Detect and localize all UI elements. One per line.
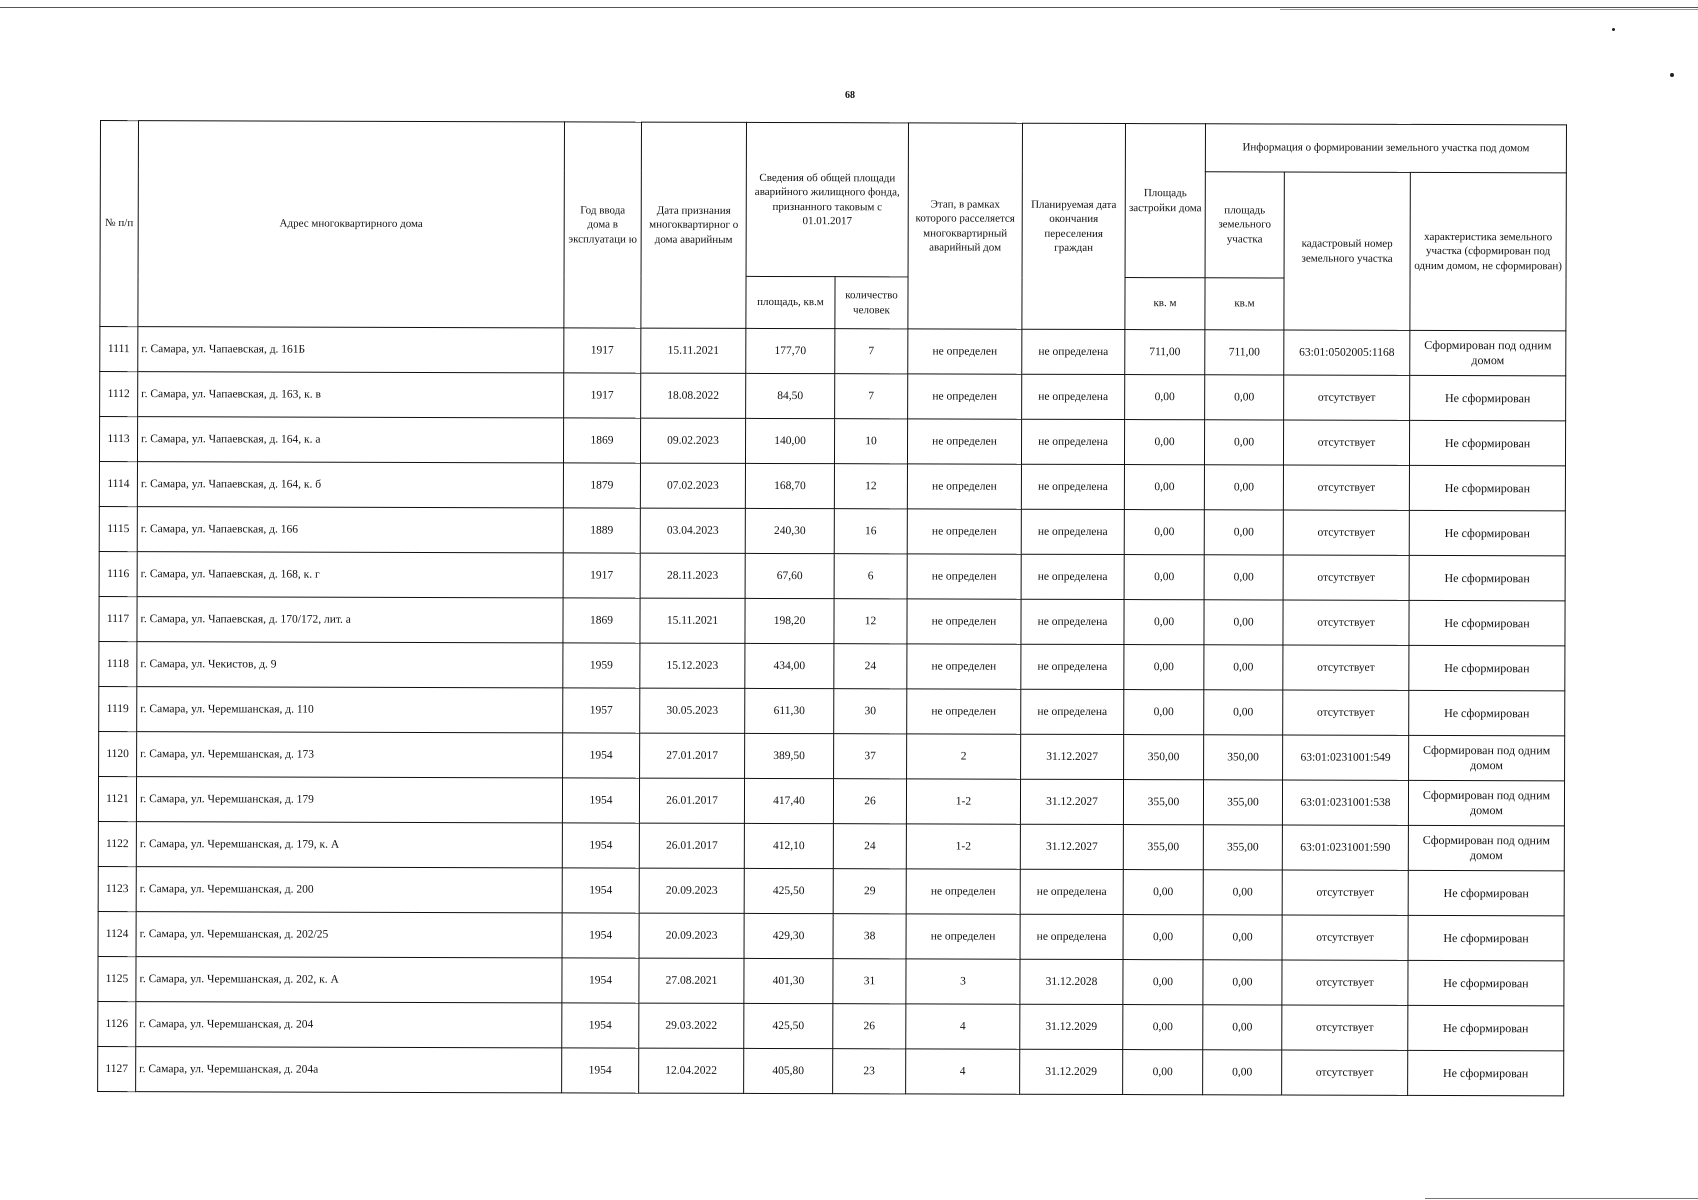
cell-stage: 1-2 (906, 824, 1020, 869)
cell-area: 177,70 (746, 328, 835, 373)
cell-land-status: Не сформирован (1409, 600, 1565, 645)
cell-people-count: 12 (834, 464, 907, 509)
cell-row-number: 1112 (100, 372, 138, 417)
cell-address: г. Самара, ул. Черемшанская, д. 204а (136, 1047, 562, 1093)
cell-emergency-date: 20.09.2023 (639, 913, 744, 958)
cell-people-count: 38 (833, 914, 906, 959)
cell-address: г. Самара, ул. Черемшанская, д. 179, к. А (136, 822, 562, 868)
cell-people-count: 6 (834, 554, 907, 599)
cell-cadastral-number: 63:01:0231001:590 (1282, 825, 1408, 870)
cell-year: 1869 (563, 598, 640, 643)
cell-year: 1954 (562, 868, 639, 913)
cell-planned-date: не определена (1021, 599, 1124, 644)
cell-building-area: 0,00 (1124, 690, 1204, 735)
cell-land-area: 0,00 (1203, 870, 1282, 915)
cell-land-status: Не сформирован (1409, 420, 1565, 465)
table-row (100, 372, 1566, 421)
cell-land-area: 0,00 (1204, 420, 1283, 465)
col-header-address: Адрес многоквартирного дома (138, 121, 565, 328)
cell-building-area: 0,00 (1124, 510, 1204, 555)
cell-planned-date: не определена (1021, 644, 1124, 689)
cell-land-status: Сформирован под одним домом (1409, 735, 1565, 780)
cell-land-area: 711,00 (1205, 330, 1284, 375)
cell-stage: 2 (907, 734, 1021, 779)
cell-row-number: 1127 (98, 1046, 136, 1091)
col-header-year: Год ввода дома в эксплуатаци ю (564, 122, 642, 328)
cell-land-status: Не сформирован (1408, 870, 1564, 915)
cell-year: 1954 (562, 778, 639, 823)
table-row (98, 956, 1564, 1005)
cell-land-status: Не сформирован (1409, 555, 1565, 600)
cell-emergency-date: 18.08.2022 (641, 373, 746, 418)
cell-planned-date: не определена (1021, 419, 1124, 464)
cell-address: г. Самара, ул. Чапаевская, д. 161Б (138, 327, 564, 373)
cell-land-status: Не сформирован (1408, 915, 1564, 960)
cell-planned-date: не определена (1021, 509, 1124, 554)
cell-stage: не определен (907, 509, 1021, 554)
col-header-land-info: Информация о формировании земельного участка под домом (1205, 124, 1566, 173)
document-sheet (97, 120, 1567, 1096)
scan-speck (1670, 73, 1674, 77)
scan-speck (1612, 28, 1615, 31)
cell-building-area: 350,00 (1124, 735, 1204, 780)
cell-address: г. Самара, ул. Черемшанская, д. 202/25 (136, 912, 562, 958)
cell-planned-date: не определена (1020, 869, 1123, 914)
cell-cadastral-number: отсутствует (1282, 1050, 1408, 1095)
cell-building-area: 0,00 (1124, 465, 1204, 510)
cell-stage: не определен (906, 869, 1020, 914)
cell-row-number: 1123 (98, 866, 136, 911)
scan-edge-line (1425, 1198, 1698, 1199)
cell-cadastral-number: отсутствует (1283, 465, 1409, 510)
table-row (99, 417, 1565, 466)
cell-row-number: 1122 (98, 821, 136, 866)
cell-cadastral-number: 63:01:0502005:1168 (1284, 330, 1410, 375)
cell-cadastral-number: отсутствует (1283, 600, 1409, 645)
table-row (99, 461, 1565, 510)
page-number: 68 (845, 90, 855, 101)
table-row (98, 1001, 1564, 1050)
cell-cadastral-number: отсутствует (1283, 555, 1409, 600)
cell-stage: не определен (908, 374, 1022, 419)
table-row (99, 641, 1565, 690)
cell-year: 1869 (563, 418, 640, 463)
cell-year: 1959 (563, 643, 640, 688)
cell-planned-date: не определена (1020, 914, 1123, 959)
cell-stage: не определен (907, 599, 1021, 644)
cell-emergency-date: 03.04.2023 (640, 508, 745, 553)
cell-emergency-date: 15.11.2021 (640, 598, 745, 643)
table-row (98, 821, 1564, 870)
cell-cadastral-number: отсутствует (1282, 870, 1408, 915)
cell-row-number: 1113 (99, 417, 137, 462)
cell-building-area: 355,00 (1123, 780, 1203, 825)
cell-planned-date: 31.12.2029 (1020, 1049, 1123, 1094)
col-header-unit-building: кв. м (1125, 278, 1205, 330)
cell-emergency-date: 26.01.2017 (639, 823, 744, 868)
cell-area: 140,00 (745, 418, 834, 463)
table-row (99, 686, 1565, 735)
col-header-area-info: Сведения об общей площади аварийного жилищного фонда, признанного таковым с 01.01.2017 (746, 122, 908, 276)
cell-row-number: 1117 (99, 596, 137, 641)
cell-year: 1954 (562, 958, 639, 1003)
cell-year: 1879 (563, 463, 640, 508)
cell-land-area: 0,00 (1204, 465, 1283, 510)
cell-emergency-date: 27.08.2021 (639, 958, 744, 1003)
cell-stage: не определен (907, 464, 1021, 509)
cell-people-count: 24 (833, 824, 906, 869)
cell-emergency-date: 20.09.2023 (639, 868, 744, 913)
col-header-num: № п/п (100, 121, 139, 327)
cell-area: 412,10 (744, 823, 833, 868)
cell-people-count: 29 (833, 869, 906, 914)
cell-area: 434,00 (745, 643, 834, 688)
cell-row-number: 1125 (98, 956, 136, 1001)
cell-stage: не определен (907, 419, 1021, 464)
cell-cadastral-number: отсутствует (1283, 690, 1409, 735)
cell-planned-date: не определена (1021, 689, 1124, 734)
cell-address: г. Самара, ул. Чекистов, д. 9 (137, 642, 563, 688)
table-body (98, 327, 1566, 1096)
cell-row-number: 1121 (98, 776, 136, 821)
cell-address: г. Самара, ул. Черемшанская, д. 110 (137, 687, 563, 733)
cell-people-count: 12 (834, 599, 907, 644)
cell-emergency-date: 29.03.2022 (639, 1003, 744, 1048)
cell-land-status: Не сформирован (1409, 510, 1565, 555)
cell-emergency-date: 28.11.2023 (640, 553, 745, 598)
cell-building-area: 0,00 (1123, 915, 1203, 960)
cell-address: г. Самара, ул. Чапаевская, д. 164, к. а (137, 417, 563, 463)
cell-area: 67,60 (745, 553, 834, 598)
cell-address: г. Самара, ул. Черемшанская, д. 173 (137, 732, 563, 778)
cell-emergency-date: 07.02.2023 (640, 463, 745, 508)
cell-land-area: 0,00 (1204, 690, 1283, 735)
cell-year: 1954 (562, 1048, 639, 1093)
cell-building-area: 0,00 (1124, 645, 1204, 690)
table-header (100, 121, 1567, 331)
cell-year: 1957 (563, 688, 640, 733)
cell-year: 1889 (563, 508, 640, 553)
cell-cadastral-number: отсутствует (1282, 915, 1408, 960)
cell-year: 1954 (563, 733, 640, 778)
cell-cadastral-number: отсутствует (1284, 375, 1410, 420)
cell-people-count: 30 (834, 689, 907, 734)
cell-area: 389,50 (745, 733, 834, 778)
col-header-emergency-date: Дата признания многоквартирног о дома аварийным (641, 122, 747, 328)
table-row (99, 731, 1565, 780)
cell-cadastral-number: отсутствует (1282, 960, 1408, 1005)
cell-emergency-date: 27.01.2017 (640, 733, 745, 778)
cell-building-area: 0,00 (1124, 600, 1204, 645)
table-row (99, 596, 1565, 645)
cell-emergency-date: 26.01.2017 (639, 778, 744, 823)
col-header-building-area: Площадь застройки дома (1125, 124, 1205, 278)
cell-stage: 4 (906, 1004, 1020, 1049)
cell-area: 417,40 (744, 778, 833, 823)
col-header-unit-land: кв.м (1205, 278, 1284, 330)
cell-people-count: 23 (833, 1049, 906, 1094)
cell-building-area: 0,00 (1124, 555, 1204, 600)
cell-land-area: 355,00 (1203, 825, 1282, 870)
cell-stage: 4 (906, 1049, 1020, 1094)
cell-row-number: 1126 (98, 1001, 136, 1046)
cell-address: г. Самара, ул. Чапаевская, д. 164, к. б (137, 462, 563, 508)
cell-stage: не определен (908, 329, 1022, 374)
cell-cadastral-number: отсутствует (1283, 420, 1409, 465)
cell-year: 1954 (562, 1003, 639, 1048)
cell-people-count: 26 (833, 1004, 906, 1049)
cell-land-area: 0,00 (1203, 1050, 1282, 1095)
cell-cadastral-number: отсутствует (1283, 510, 1409, 555)
cell-building-area: 0,00 (1123, 1050, 1203, 1095)
cell-building-area: 0,00 (1125, 375, 1205, 420)
cell-planned-date: не определена (1022, 374, 1125, 419)
cell-land-status: Не сформирован (1409, 645, 1565, 690)
cell-people-count: 26 (833, 779, 906, 824)
col-header-land-status: характеристика земельного участка (сформирован под одним домом, не сформирован) (1410, 172, 1566, 330)
cell-area: 405,80 (744, 1048, 833, 1093)
col-header-area-sqm: площадь, кв.м (746, 276, 835, 328)
cell-land-status: Сформирован под одним домом (1408, 780, 1564, 825)
table-row (99, 506, 1565, 555)
cell-cadastral-number: отсутствует (1282, 1005, 1408, 1050)
cell-address: г. Самара, ул. Чапаевская, д. 168, к. г (137, 552, 563, 598)
cell-stage: не определен (907, 554, 1021, 599)
cell-address: г. Самара, ул. Черемшанская, д. 202, к. А (136, 957, 562, 1003)
cell-building-area: 355,00 (1123, 825, 1203, 870)
cell-land-status: Не сформирован (1408, 1050, 1564, 1095)
cell-area: 425,50 (744, 1003, 833, 1048)
cell-land-area: 0,00 (1204, 555, 1283, 600)
cell-cadastral-number: отсутствует (1283, 645, 1409, 690)
col-header-planned-date: Планируемая дата окончания переселения граждан (1022, 123, 1126, 329)
cell-land-status: Не сформирован (1410, 375, 1566, 420)
cell-land-status: Не сформирован (1408, 1005, 1564, 1050)
cell-address: г. Самара, ул. Черемшанская, д. 200 (136, 867, 562, 913)
cell-land-area: 0,00 (1205, 375, 1284, 420)
col-header-cadastral: кадастровый номер земельного участка (1284, 172, 1410, 330)
cell-building-area: 0,00 (1124, 420, 1204, 465)
cell-address: г. Самара, ул. Черемшанская, д. 204 (136, 1002, 562, 1048)
col-header-people-count: количество человек (835, 277, 908, 329)
cell-people-count: 7 (835, 374, 908, 419)
cell-land-area: 355,00 (1203, 780, 1282, 825)
cell-land-area: 0,00 (1203, 915, 1282, 960)
cell-emergency-date: 15.12.2023 (640, 643, 745, 688)
cell-people-count: 37 (834, 734, 907, 779)
cell-land-area: 0,00 (1204, 510, 1283, 555)
cell-year: 1917 (564, 373, 641, 418)
cell-emergency-date: 09.02.2023 (640, 418, 745, 463)
table-row (99, 551, 1565, 600)
cell-address: г. Самара, ул. Чапаевская, д. 170/172, лит. а (137, 597, 563, 643)
scan-edge-line (0, 7, 1698, 8)
cell-planned-date: 31.12.2029 (1020, 1004, 1123, 1049)
cell-emergency-date: 15.11.2021 (641, 328, 746, 373)
cell-row-number: 1124 (98, 911, 136, 956)
cell-planned-date: 31.12.2027 (1020, 824, 1123, 869)
cell-planned-date: 31.12.2027 (1020, 779, 1123, 824)
cell-row-number: 1116 (99, 551, 137, 596)
cell-people-count: 24 (834, 644, 907, 689)
cell-building-area: 0,00 (1123, 870, 1203, 915)
scan-edge-line (1280, 9, 1698, 10)
table-row (98, 911, 1564, 960)
cell-planned-date: 31.12.2027 (1021, 734, 1124, 779)
cell-building-area: 0,00 (1123, 1005, 1203, 1050)
cell-area: 611,30 (745, 688, 834, 733)
cell-row-number: 1111 (100, 327, 138, 372)
cell-year: 1917 (564, 328, 641, 373)
cell-row-number: 1120 (99, 731, 137, 776)
cell-address: г. Самара, ул. Чапаевская, д. 166 (137, 507, 563, 553)
cell-people-count: 7 (835, 329, 908, 374)
cell-address: г. Самара, ул. Чапаевская, д. 163, к. в (138, 372, 564, 418)
cell-emergency-date: 12.04.2022 (639, 1048, 744, 1093)
cell-planned-date: не определена (1021, 464, 1124, 509)
cell-stage: не определен (907, 689, 1021, 734)
cell-cadastral-number: 63:01:0231001:538 (1282, 780, 1408, 825)
cell-land-area: 0,00 (1204, 645, 1283, 690)
cell-land-status: Не сформирован (1408, 960, 1564, 1005)
cell-emergency-date: 30.05.2023 (640, 688, 745, 733)
cell-area: 168,70 (745, 463, 834, 508)
cell-address: г. Самара, ул. Черемшанская, д. 179 (136, 777, 562, 823)
cell-year: 1917 (563, 553, 640, 598)
cell-people-count: 16 (834, 509, 907, 554)
cell-cadastral-number: 63:01:0231001:549 (1283, 735, 1409, 780)
cell-land-status: Не сформирован (1409, 465, 1565, 510)
col-header-land-area: площадь земельного участка (1205, 172, 1284, 278)
cell-row-number: 1119 (99, 686, 137, 731)
cell-year: 1954 (562, 913, 639, 958)
cell-land-status: Не сформирован (1409, 690, 1565, 735)
cell-land-status: Сформирован под одним домом (1410, 330, 1566, 375)
table-row (98, 776, 1564, 825)
cell-year: 1954 (562, 823, 639, 868)
table-row (98, 866, 1564, 915)
cell-area: 240,30 (745, 508, 834, 553)
cell-building-area: 711,00 (1125, 330, 1205, 375)
cell-stage: не определен (906, 914, 1020, 959)
table-row (98, 1046, 1564, 1095)
cell-land-area: 0,00 (1203, 1005, 1282, 1050)
cell-people-count: 31 (833, 959, 906, 1004)
cell-stage: не определен (907, 644, 1021, 689)
cell-land-area: 350,00 (1204, 735, 1283, 780)
cell-area: 84,50 (746, 373, 835, 418)
col-header-stage: Этап, в рамках которого расселяется многоквартирный аварийный дом (908, 123, 1023, 329)
cell-row-number: 1114 (99, 461, 137, 506)
cell-planned-date: 31.12.2028 (1020, 959, 1123, 1004)
cell-stage: 1-2 (906, 779, 1020, 824)
resettlement-table (97, 120, 1567, 1096)
cell-land-area: 0,00 (1204, 600, 1283, 645)
cell-planned-date: не определена (1021, 554, 1124, 599)
cell-people-count: 10 (834, 419, 907, 464)
cell-land-area: 0,00 (1203, 960, 1282, 1005)
cell-building-area: 0,00 (1123, 960, 1203, 1005)
cell-planned-date: не определена (1022, 329, 1125, 374)
cell-land-status: Сформирован под одним домом (1408, 825, 1564, 870)
cell-area: 425,50 (744, 868, 833, 913)
cell-area: 401,30 (744, 958, 833, 1003)
cell-area: 198,20 (745, 598, 834, 643)
cell-stage: 3 (906, 959, 1020, 1004)
table-row (100, 327, 1566, 376)
cell-row-number: 1115 (99, 506, 137, 551)
cell-area: 429,30 (744, 913, 833, 958)
cell-row-number: 1118 (99, 641, 137, 686)
